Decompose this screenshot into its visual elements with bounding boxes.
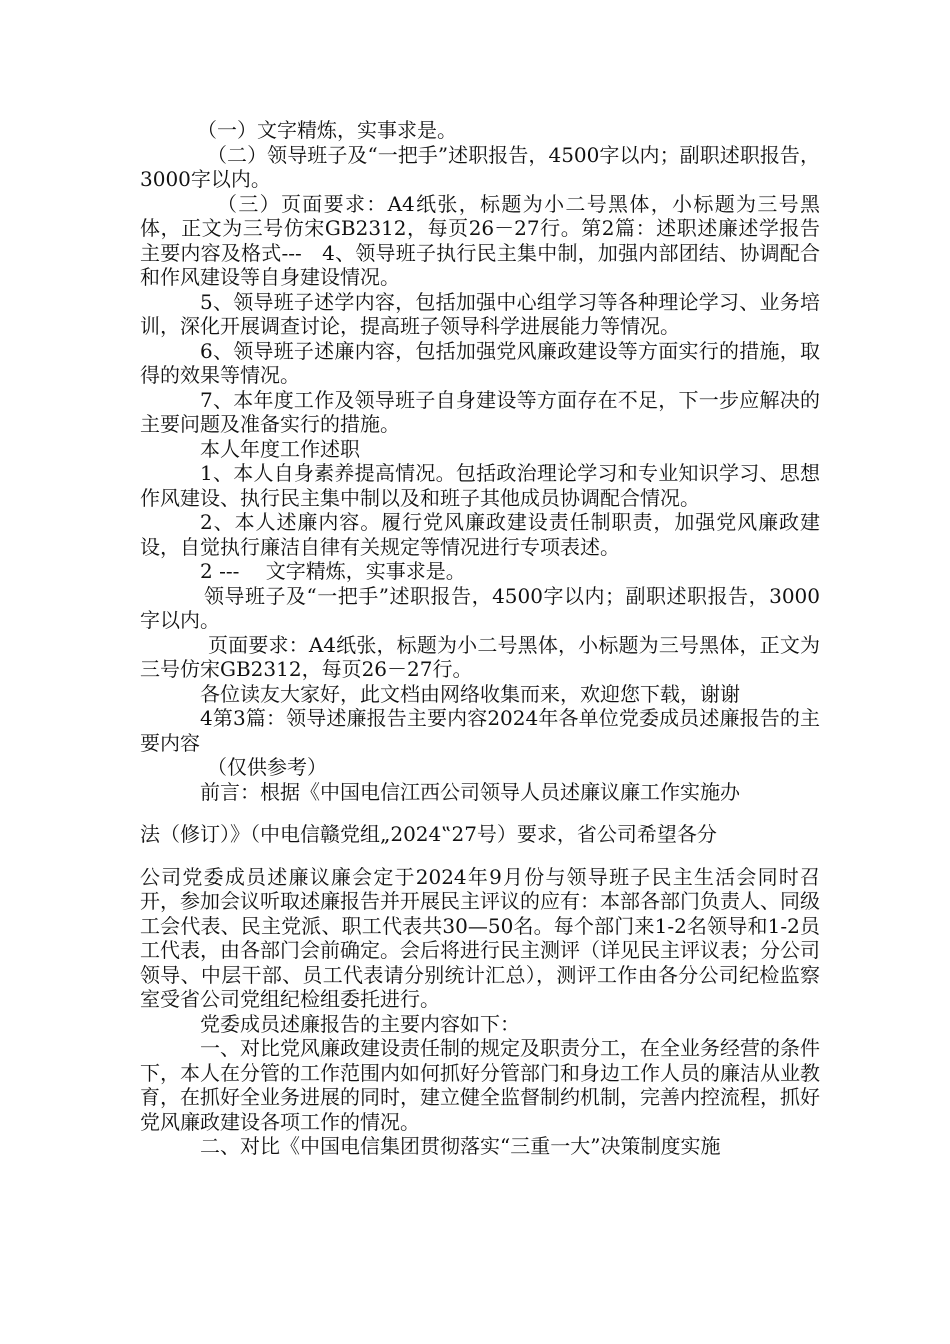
paragraph-17: 法（修订）》（中电信赣党组„2024‟27号）要求，省公司希望各分 bbox=[140, 822, 717, 846]
document-body bbox=[140, 118, 820, 1159]
paragraph-4: 5、领导班子述学内容，包括加强中心组学习等各种理论学习、业务培训，深化开展调查讨论，提高班子领导科学进展能力等情况。 bbox=[140, 289, 820, 338]
paragraph-20: 一、对比党风廉政建设责任制的规定及职责分工，在全业务经营的条件下，本人在分管的工作范围内如何抓好分管部门和身边工作人员的廉洁从业教育，在抓好全业务进展的同时，建立健全监督制约机制，完善内控流程，抓好党风廉政建设各项工作的情况。 bbox=[140, 1036, 820, 1134]
paragraph-9: 2、本人述廉内容。履行党风廉政建设责任制职责，加强党风廉政建设，自觉执行廉洁自律有关规定等情况进行专项表述。 bbox=[140, 510, 820, 559]
paragraph-5: 6、领导班子述廉内容，包括加强党风廉政建设等方面实行的措施，取得的效果等情况。 bbox=[140, 338, 820, 387]
paragraph-15: （仅供参考） bbox=[207, 755, 327, 779]
paragraph-11: 领导班子及“一把手”述职报告，4500字以内；副职述职报告，3000字以内。 bbox=[140, 583, 820, 632]
section-heading: 本人年度工作述职 bbox=[200, 436, 360, 461]
paragraph-16: 前言：根据《中国电信江西公司领导人员述廉议廉工作实施办 bbox=[200, 779, 740, 804]
paragraph-14: 4第3篇：领导述廉报告主要内容2024年各单位党委成员述廉报告的主要内容 bbox=[140, 706, 820, 755]
paragraph-3: （三）页面要求：A4纸张，标题为小二号黑体，小标题为三号黑体，正文为三号仿宋GB2312，每页26－27行。第2篇：述职述廉述学报告主要内容及格式--- 4、领导班子执行民主集中制，加强内部团结、协调配合和作风建设等自身建设情况。 bbox=[140, 191, 820, 289]
paragraph-10: 2 --- 文字精炼，实事求是。 bbox=[200, 559, 466, 583]
paragraph-12: 页面要求：A4纸张，标题为小二号黑体，小标题为三号黑体，正文为三号仿宋GB2312，每页26－27行。 bbox=[140, 632, 820, 681]
paragraph-18: 公司党委成员述廉议廉会定于2024年9月份与领导班子民主生活会同时召开，参加会议听取述廉报告并开展民主评议的应有：本部各部门负责人、同级工会代表、民主党派、职工代表共30—50名。每个部门来1-2名领导和1-2员工代表，由各部门会前确定。会后将进行民主测评（详见民主评议表；分公司领导、中层干部、员工代表请分别统计汇总），测评工作由各分公司纪检监察室受省公司党组纪检组委托进行。 bbox=[140, 864, 820, 1011]
paragraph-19: 党委成员述廉报告的主要内容如下： bbox=[200, 1011, 520, 1036]
paragraph-13: 各位读友大家好，此文档由网络收集而来，欢迎您下载，谢谢 bbox=[200, 681, 740, 706]
paragraph-8: 1、本人自身素养提高情况。包括政治理论学习和专业知识学习、思想作风建设、执行民主集中制以及和班子其他成员协调配合情况。 bbox=[140, 461, 820, 510]
paragraph-1: （一）文字精炼，实事求是。 bbox=[197, 118, 457, 142]
paragraph-21: 二、对比《中国电信集团贯彻落实“三重一大”决策制度实施 bbox=[200, 1134, 721, 1158]
paragraph-6: 7、本年度工作及领导班子自身建设等方面存在不足，下一步应解决的主要问题及准备实行的措施。 bbox=[140, 387, 820, 436]
paragraph-2: （二）领导班子及“一把手”述职报告，4500字以内；副职述职报告，3000字以内。 bbox=[140, 142, 820, 191]
